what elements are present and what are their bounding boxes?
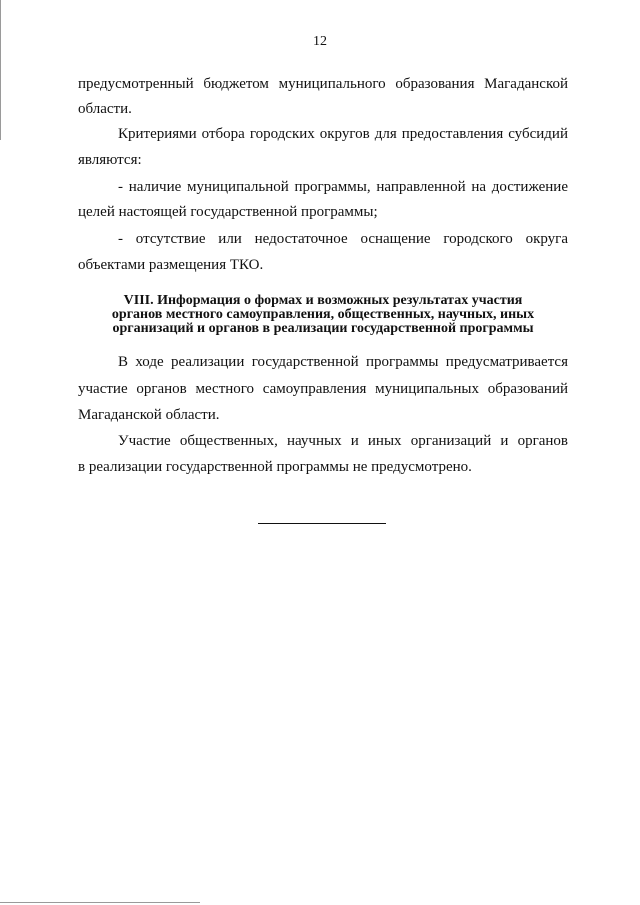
paragraph-line: являются: (78, 152, 142, 168)
paragraph-line: Магаданской области. (78, 407, 220, 423)
list-item-line: - наличие муниципальной программы, направленной на достижение (118, 179, 568, 195)
paragraph-line: участие органов местного самоуправления муниципальных образований (78, 381, 568, 397)
paragraph-line: в реализации государственной программы не предусмотрено. (78, 459, 472, 475)
page-number: 12 (313, 34, 327, 49)
section-heading-line: VIII. Информация о формах и возможных результатах участия (123, 293, 523, 308)
scan-margin-mark (0, 0, 1, 140)
list-item-line: - отсутствие или недостаточное оснащение городского округа (118, 231, 568, 247)
paragraph-line: Критериями отбора городских округов для предоставления субсидий (118, 126, 568, 142)
scan-edge-mark (0, 902, 200, 903)
paragraph-line: предусмотренный бюджетом муниципального образования Магаданской (78, 76, 568, 92)
section-heading-line: органов местного самоуправления, общественных, научных, иных (111, 307, 535, 322)
list-item-line: целей настоящей государственной программы; (78, 204, 378, 220)
end-of-document-rule (258, 523, 386, 524)
paragraph-line: В ходе реализации государственной программы предусматривается (118, 354, 568, 370)
paragraph-line: области. (78, 101, 132, 117)
list-item-line: объектами размещения ТКО. (78, 257, 264, 273)
section-heading-line: организаций и органов в реализации государственной программы (112, 321, 534, 336)
paragraph-line: Участие общественных, научных и иных организаций и органов (118, 433, 568, 449)
